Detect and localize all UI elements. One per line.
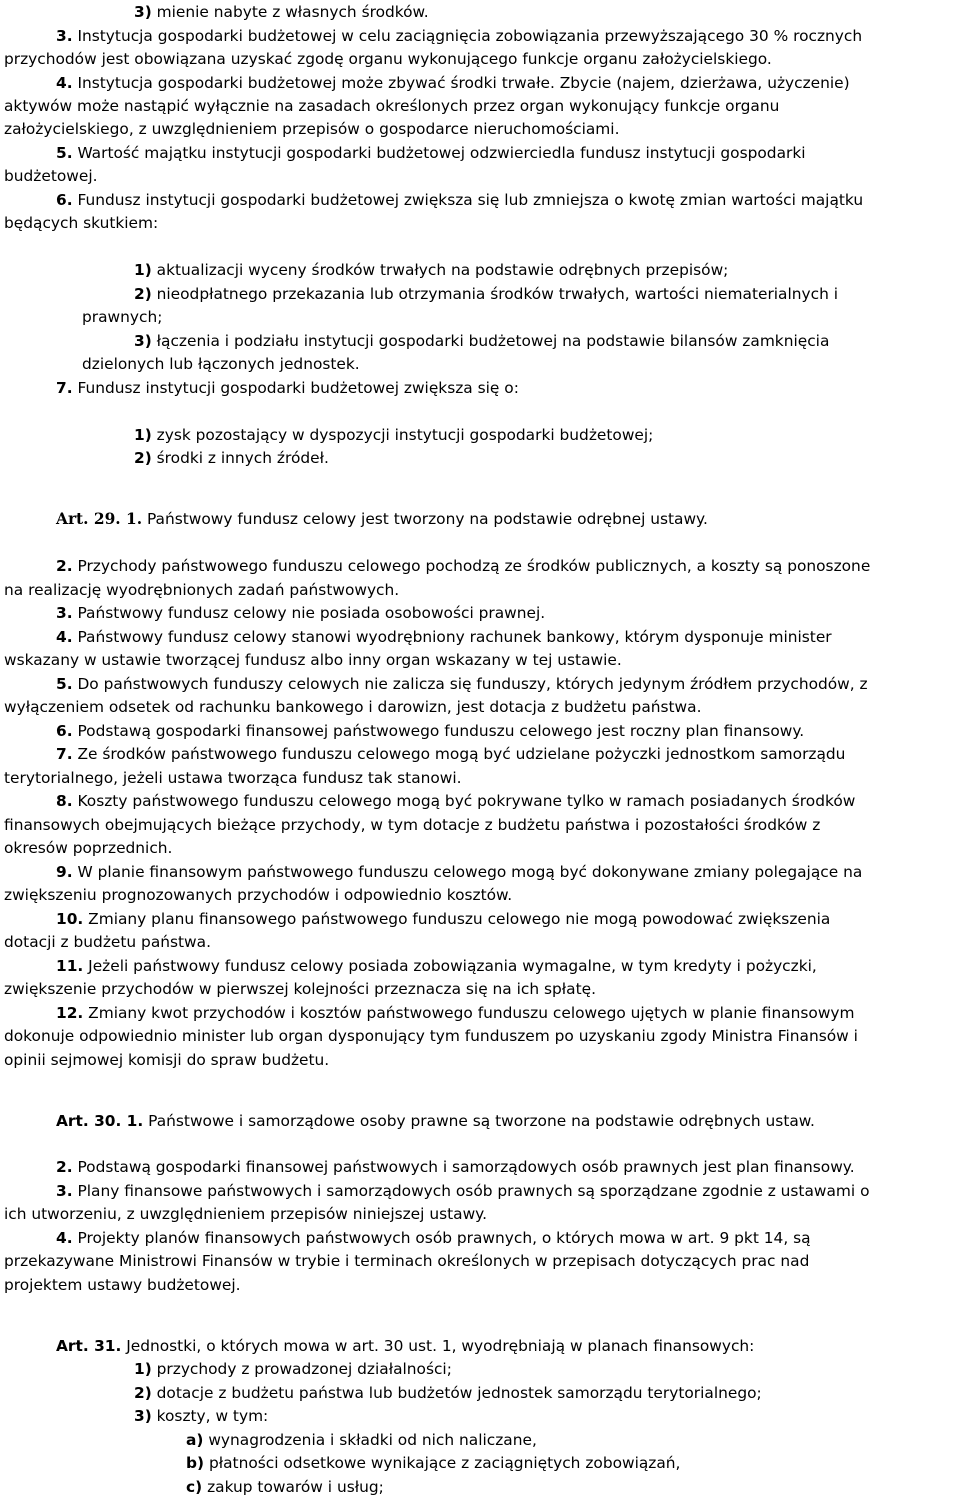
paragraph-line — [56, 720, 804, 742]
item-text: Ze środków państwowego funduszu celowego mogą być udzielane pożyczki jednostkom samorządu — [72, 745, 846, 763]
list-item — [134, 1358, 452, 1380]
item-text: Do państwowych funduszy celowych nie zalicza się funduszy, których jedynym źródłem przychodów, z — [72, 675, 868, 693]
paragraph-line — [56, 673, 868, 695]
paragraph-line — [4, 1049, 329, 1071]
item-text: W planie finansowym państwowego funduszu celowego mogą być dokonywane zmiany polegające na — [72, 863, 863, 881]
item-text: mienie nabyte z własnych środków. — [151, 3, 429, 21]
item-text: Koszty państwowego funduszu celowego mogą być pokrywane tylko w ramach posiadanych środków — [72, 792, 856, 810]
paragraph-line — [56, 743, 845, 765]
item-number: 9. — [56, 863, 73, 881]
item-text: wskazany w ustawie tworzącej fundusz albo inny organ wskazany w tej ustawie. — [4, 651, 622, 669]
item-text: Podstawą gospodarki finansowej państwowych i samorządowych osób prawnych jest plan finansowy. — [72, 1158, 855, 1176]
item-text: koszty, w tym: — [151, 1407, 269, 1425]
list-item — [134, 424, 653, 446]
item-text: Jeżeli państwowy fundusz celowy posiada zobowiązania wymagalne, w tym kredyty i pożyczki, — [83, 957, 817, 975]
paragraph-line — [4, 1274, 241, 1296]
item-number: 12. — [56, 1004, 84, 1022]
paragraph-line — [4, 165, 98, 187]
paragraph-line — [56, 861, 862, 883]
paragraph-line — [56, 1156, 855, 1178]
article-heading — [56, 1110, 815, 1132]
paragraph-line — [56, 908, 830, 930]
article-heading — [56, 508, 708, 530]
item-text: będących skutkiem: — [4, 214, 159, 232]
list-item — [82, 353, 360, 375]
item-number: 6. — [56, 191, 73, 209]
paragraph-line — [56, 1227, 811, 1249]
item-number: 1) — [134, 1360, 152, 1378]
item-text: projektem ustawy budżetowej. — [4, 1276, 241, 1294]
item-number: b) — [186, 1454, 205, 1472]
item-text: zwiększeniu prognozowanych przychodów i odpowiednio kosztów. — [4, 886, 513, 904]
list-item — [134, 447, 329, 469]
item-text: Instytucja gospodarki budżetowej może zbywać środki trwałe. Zbycie (najem, dzierżawa, użyczenie) — [72, 74, 850, 92]
sub-list-item — [186, 1429, 537, 1451]
item-text: Państwowy fundusz celowy stanowi wyodrębniony rachunek bankowy, którym dysponuje minister — [72, 628, 832, 646]
item-number: 1) — [134, 426, 152, 444]
item-text: Państwowe i samorządowe osoby prawne są tworzone na podstawie odrębnych ustaw. — [143, 1112, 815, 1130]
paragraph-line — [4, 767, 462, 789]
item-text: Przychody państwowego funduszu celowego pochodzą ze środków publicznych, a koszty są ponoszone — [72, 557, 871, 575]
item-text: Wartość majątku instytucji gospodarki budżetowej odzwierciedla fundusz instytucji gospodarki — [72, 144, 806, 162]
item-text: dokonuje odpowiednio minister lub organ dysponujący tym funduszem po uzyskaniu zgody Ministra Finansów i — [4, 1027, 858, 1045]
paragraph-line — [56, 790, 855, 812]
item-text: Zmiany planu finansowego państwowego funduszu celowego nie mogą powodować zwiększenia — [83, 910, 831, 928]
item-text: Fundusz instytucji gospodarki budżetowej zwiększa się lub zmniejsza o kwotę zmian wartości majątku — [72, 191, 864, 209]
paragraph-line — [56, 626, 832, 648]
item-text: łączenia i podziału instytucji gospodarki budżetowej na podstawie bilansów zamknięcia — [151, 332, 830, 350]
item-text: zwiększenie przychodów w pierwszej kolejności przeznacza się na ich spłatę. — [4, 980, 597, 998]
item-number: 2) — [134, 449, 152, 467]
paragraph-line — [4, 1025, 858, 1047]
item-text: dzielonych lub łączonych jednostek. — [82, 355, 360, 373]
paragraph-line — [4, 212, 158, 234]
sub-list-item — [186, 1452, 680, 1474]
item-text: ich utworzeniu, z uwzględnieniem przepisów niniejszej ustawy. — [4, 1205, 487, 1223]
paragraph-line — [56, 1180, 870, 1202]
item-text: Zmiany kwot przychodów i kosztów państwowego funduszu celowego ujętych w planie finansowym — [83, 1004, 855, 1022]
item-text: okresów poprzednich. — [4, 839, 173, 857]
paragraph-line — [56, 602, 545, 624]
item-text: Państwowy fundusz celowy nie posiada osobowości prawnej. — [72, 604, 546, 622]
item-number: 2) — [134, 1384, 152, 1402]
paragraph-line — [4, 931, 211, 953]
item-text: dotacji z budżetu państwa. — [4, 933, 211, 951]
paragraph-line — [4, 1250, 809, 1272]
article-heading — [56, 1335, 754, 1357]
item-text: Państwowy fundusz celowy jest tworzony na podstawie odrębnej ustawy. — [142, 510, 708, 528]
paragraph-line — [56, 955, 817, 977]
item-text: przychodów jest obowiązana uzyskać zgodę organu wykonującego funkcje organu założycielskiego. — [4, 50, 772, 68]
item-text: płatności odsetkowe wynikające z zaciągniętych zobowiązań, — [204, 1454, 681, 1472]
paragraph-line — [4, 884, 512, 906]
item-number: 2) — [134, 285, 152, 303]
item-number: 5. — [56, 144, 73, 162]
list-item — [134, 1382, 762, 1404]
item-text: przychody z prowadzonej działalności; — [151, 1360, 452, 1378]
item-text: Instytucja gospodarki budżetowej w celu zaciągnięcia zobowiązania przewyższającego 30 % rocznych — [72, 27, 863, 45]
item-text: Projekty planów finansowych państwowych osób prawnych, o których mowa w art. 9 pkt 14, są — [72, 1229, 811, 1247]
item-text: na realizację wyodrębnionych zadań państwowych. — [4, 581, 400, 599]
article-number: Art. 29. 1. — [56, 510, 143, 528]
item-text: budżetowej. — [4, 167, 98, 185]
item-number: 4. — [56, 628, 73, 646]
item-text: wyłączeniem odsetek od rachunku bankowego i darowizn, jest dotacja z budżetu państwa. — [4, 698, 702, 716]
item-text: zakup towarów i usług; — [202, 1478, 384, 1496]
item-text: założycielskiego, z uwzględnieniem przepisów o gospodarce nieruchomościami. — [4, 120, 620, 138]
item-text: opinii sejmowej komisji do spraw budżetu. — [4, 1051, 330, 1069]
paragraph-line — [56, 1002, 855, 1024]
paragraph-line — [4, 978, 596, 1000]
item-number: 3) — [134, 3, 152, 21]
item-text: dotacje z budżetu państwa lub budżetów jednostek samorządu terytorialnego; — [151, 1384, 762, 1402]
item-number: 11. — [56, 957, 84, 975]
paragraph-line — [56, 142, 806, 164]
list-item — [134, 1, 429, 23]
item-text: środki z innych źródeł. — [151, 449, 329, 467]
item-number: 7. — [56, 379, 73, 397]
item-text: przekazywane Ministrowi Finansów w trybie i terminach określonych w przepisach dotyczących prac nad — [4, 1252, 810, 1270]
paragraph-line — [56, 189, 863, 211]
item-number: c) — [186, 1478, 203, 1496]
item-number: 2. — [56, 557, 73, 575]
article-number: Art. 30. 1. — [56, 1112, 144, 1130]
item-number: 3. — [56, 1182, 73, 1200]
list-item — [134, 259, 728, 281]
paragraph-line — [4, 48, 772, 70]
paragraph-line — [4, 579, 399, 601]
item-number: 6. — [56, 722, 73, 740]
item-text: Plany finansowe państwowych i samorządowych osób prawnych są sporządzane zgodnie z ustawami o — [72, 1182, 870, 1200]
paragraph-line — [56, 25, 862, 47]
paragraph-line — [4, 118, 619, 140]
item-number: 3. — [56, 27, 73, 45]
paragraph-line — [4, 95, 779, 117]
item-number: 4. — [56, 1229, 73, 1247]
item-number: 3) — [134, 332, 152, 350]
item-number: a) — [186, 1431, 204, 1449]
item-text: wynagrodzenia i składki od nich naliczane, — [203, 1431, 537, 1449]
item-number: 3. — [56, 604, 73, 622]
item-text: terytorialnego, jeżeli ustawa tworząca fundusz tak stanowi. — [4, 769, 462, 787]
item-text: prawnych; — [82, 308, 163, 326]
item-number: 3) — [134, 1407, 152, 1425]
item-text: aktywów może nastąpić wyłącznie na zasadach określonych przez organ wykonujący funkcje organu — [4, 97, 780, 115]
item-text: Fundusz instytucji gospodarki budżetowej zwiększa się o: — [72, 379, 519, 397]
list-item — [134, 1405, 268, 1427]
item-text: finansowych obejmujących bieżące przychody, w tym dotacje z budżetu państwa i pozostałości środków z — [4, 816, 821, 834]
item-text: Podstawą gospodarki finansowej państwowego funduszu celowego jest roczny plan finansowy. — [72, 722, 805, 740]
paragraph-line — [56, 72, 850, 94]
list-item — [134, 283, 838, 305]
item-number: 7. — [56, 745, 73, 763]
item-number: 4. — [56, 74, 73, 92]
item-number: 8. — [56, 792, 73, 810]
paragraph-line — [56, 377, 519, 399]
sub-list-item — [186, 1476, 384, 1498]
article-number: Art. 31. — [56, 1337, 122, 1355]
paragraph-line — [56, 555, 870, 577]
paragraph-line — [4, 696, 701, 718]
item-text: aktualizacji wyceny środków trwałych na podstawie odrębnych przepisów; — [151, 261, 729, 279]
item-number: 2. — [56, 1158, 73, 1176]
paragraph-line — [4, 837, 172, 859]
paragraph-line — [4, 814, 820, 836]
item-text: nieodpłatnego przekazania lub otrzymania środków trwałych, wartości niematerialnych i — [151, 285, 839, 303]
paragraph-line — [4, 649, 622, 671]
item-text: zysk pozostający w dyspozycji instytucji gospodarki budżetowej; — [151, 426, 654, 444]
list-item — [82, 306, 162, 328]
item-number: 5. — [56, 675, 73, 693]
item-number: 10. — [56, 910, 84, 928]
paragraph-line — [4, 1203, 487, 1225]
list-item — [134, 330, 829, 352]
item-text: Jednostki, o których mowa w art. 30 ust. 1, wyodrębniają w planach finansowych: — [121, 1337, 755, 1355]
item-number: 1) — [134, 261, 152, 279]
